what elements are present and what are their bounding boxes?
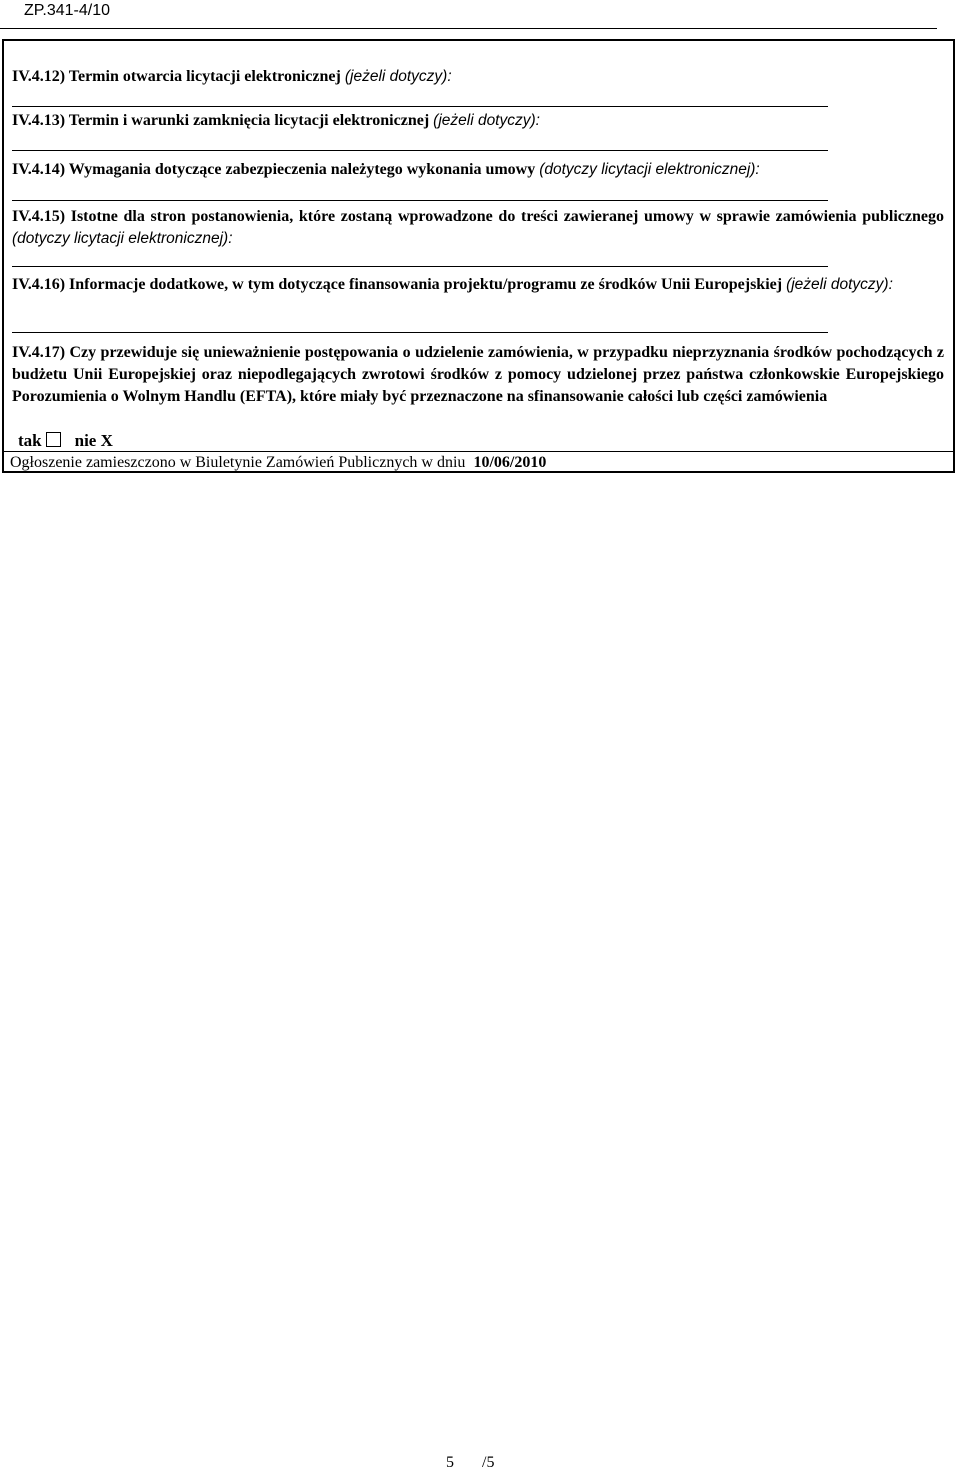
fill-line-iv-4-12 [12, 106, 828, 107]
fill-line-iv-4-14 [12, 200, 828, 201]
section-heading: IV.4.12) Termin otwarcia licytacji elektronicznej [12, 68, 341, 85]
section-iv-4-15 [12, 206, 944, 250]
section-iv-4-13 [12, 110, 944, 132]
section-heading: IV.4.17) Czy przewiduje się unieważnienie postępowania o udzielenie zamówienia, w przypadku nieprzyznania środków pochodzących z budżetu Unii Europejskiej oraz niepodlegających zwrotowi środków z pomocy udzielonej przez państwa członkowskie Europejskiego Porozumienia o Wolnym Handlu (EFTA), które miały być przeznaczone na sfinansowanie całości lub części zamówienia [12, 344, 944, 405]
publication-note-text: Ogłoszenie zamieszczono w Biuletynie Zamówień Publicznych w dniu [10, 454, 466, 471]
section-heading: IV.4.13) Termin i warunki zamknięcia licytacji elektronicznej [12, 112, 430, 129]
footer-divider [2, 451, 955, 452]
fill-line-iv-4-13 [12, 150, 828, 151]
option-yes-checkbox[interactable] [46, 432, 61, 447]
section-iv-4-14 [12, 159, 944, 181]
section-hint: (dotyczy licytacji elektronicznej): [539, 161, 760, 178]
page-total: /5 [482, 1454, 495, 1471]
section-iv-4-12 [12, 66, 944, 88]
option-yes-label: tak [18, 431, 42, 450]
fill-line-iv-4-16 [12, 332, 828, 333]
page-number [446, 1454, 494, 1472]
document-reference: ZP.341-4/10 [24, 2, 110, 19]
eu-funding-options [18, 430, 113, 452]
section-hint: (dotyczy licytacji elektronicznej): [12, 230, 233, 247]
section-hint: (jeżeli dotyczy): [344, 68, 452, 85]
header-divider [0, 28, 937, 29]
section-heading: IV.4.16) Informacje dodatkowe, w tym dotyczące finansowania projektu/programu ze środków Unii Europejskiej [12, 276, 783, 293]
option-no-label: nie X [74, 431, 113, 450]
publication-date: 10/06/2010 [473, 454, 547, 471]
section-hint: (jeżeli dotyczy): [786, 276, 893, 293]
publication-note [10, 453, 546, 473]
section-iv-4-16 [12, 274, 944, 296]
section-heading: IV.4.15) Istotne dla stron postanowienia, które zostaną wprowadzone do treści zawieranej umowy w sprawie zamówienia publicznego [12, 208, 944, 225]
section-hint: (jeżeli dotyczy): [433, 112, 540, 129]
section-heading: IV.4.14) Wymagania dotyczące zabezpieczenia należytego wykonania umowy [12, 161, 536, 178]
fill-line-iv-4-15 [12, 266, 828, 267]
section-iv-4-17 [12, 342, 944, 408]
page-current: 5 [446, 1454, 454, 1471]
